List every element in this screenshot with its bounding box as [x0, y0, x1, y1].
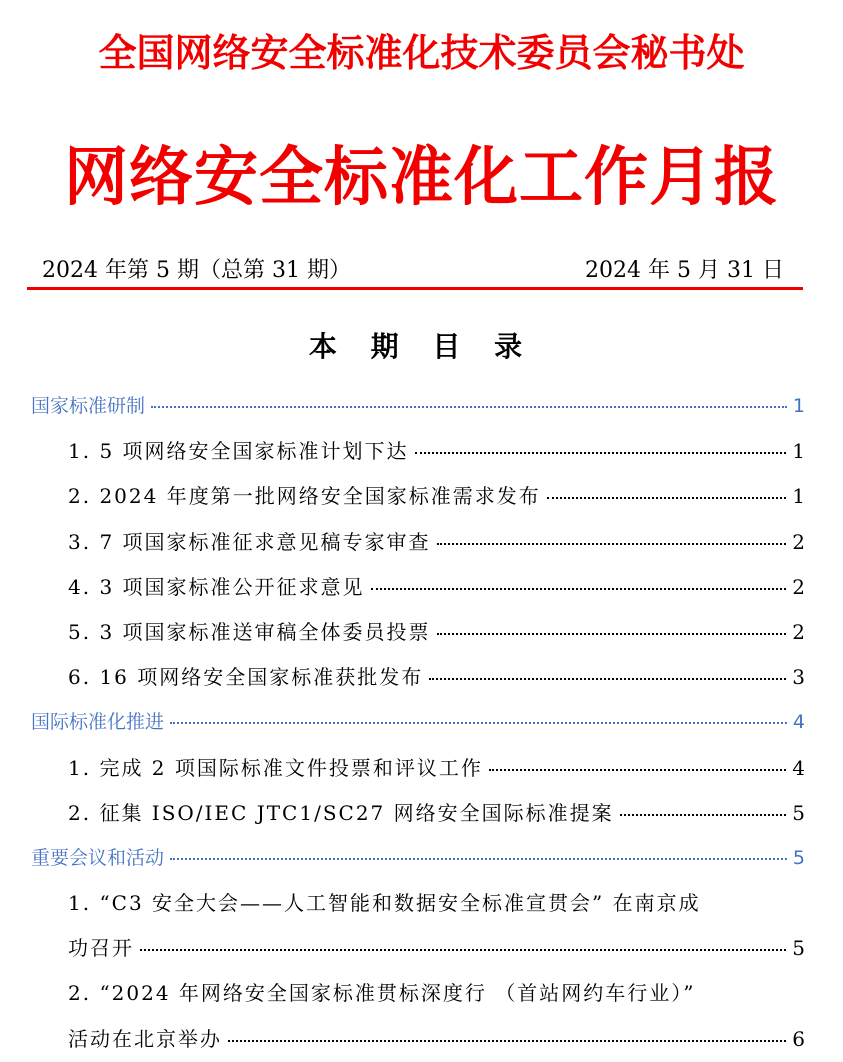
toc-item-label: 2. “2024 年网络安全国家标准贯标深度行 （首站网约车行业）” — [68, 981, 696, 1006]
toc-item-label-continued: 功召开 — [68, 936, 134, 961]
toc-section-national-standards[interactable] — [0, 384, 843, 429]
toc-item-label: 1. 5 项网络安全国家标准计划下达 — [68, 439, 409, 464]
toc-section-title: 国家标准研制 — [31, 395, 146, 417]
toc-item-label: 2. 征集 ISO/IEC JTC1/SC27 网络安全国际标准提案 — [68, 800, 614, 825]
toc-section-title: 重要会议和活动 — [31, 846, 165, 869]
toc-section-international-standards[interactable] — [0, 700, 843, 745]
dot-leader — [547, 497, 787, 499]
toc-item[interactable] — [0, 565, 843, 610]
toc-item-label: 1. “C3 安全大会——人工智能和数据安全标准宣贯会” 在南京成 — [68, 891, 701, 916]
toc-item-label: 6. 16 项网络安全国家标准获批发布 — [68, 665, 424, 690]
toc-item-label: 4. 3 项国家标准公开征求意见 — [68, 574, 365, 599]
toc-section-meetings-events[interactable] — [0, 836, 843, 881]
toc-item[interactable] — [0, 610, 843, 655]
dot-leader — [620, 814, 787, 816]
dot-leader — [429, 678, 786, 680]
toc-page-number: 4 — [792, 755, 805, 780]
toc-item-label-continued: 活动在北京举办 — [68, 1026, 222, 1051]
toc-item-line2[interactable] — [0, 926, 843, 971]
toc-page-number: 1 — [792, 395, 805, 417]
toc-page-number: 2 — [792, 529, 805, 554]
toc-item[interactable] — [0, 655, 843, 700]
toc-item[interactable] — [0, 474, 843, 519]
toc-page-number: 6 — [792, 1026, 805, 1051]
toc-item[interactable] — [0, 520, 843, 565]
toc-item-line2[interactable] — [0, 1017, 843, 1062]
organization-title: 全国网络安全标准化技术委员会秘书处 — [98, 31, 745, 75]
toc-section-title: 国际标准化推进 — [31, 711, 165, 734]
dot-leader — [170, 722, 787, 724]
toc-page-number: 5 — [792, 800, 805, 825]
issue-line — [42, 248, 784, 288]
red-divider — [27, 287, 803, 290]
toc-heading: 本 期 目 录 — [308, 330, 535, 363]
toc-page-number: 2 — [792, 574, 805, 599]
toc-page-number: 2 — [792, 619, 805, 644]
table-of-contents — [0, 384, 843, 1062]
issue-number: 2024 年第 5 期（总第 31 期） — [42, 257, 351, 283]
toc-item-line1[interactable] — [0, 971, 843, 1016]
toc-item[interactable] — [0, 791, 843, 836]
dot-leader — [489, 769, 786, 771]
toc-item-label: 1. 完成 2 项国际标准文件投票和评议工作 — [68, 755, 483, 780]
toc-page-number: 5 — [792, 846, 805, 869]
toc-item-line1[interactable] — [0, 881, 843, 926]
dot-leader — [228, 1040, 786, 1042]
dot-leader — [170, 858, 787, 860]
toc-item[interactable] — [0, 429, 843, 474]
dot-leader — [437, 633, 787, 635]
toc-page-number: 1 — [792, 484, 805, 509]
toc-page-number: 1 — [792, 439, 805, 464]
toc-page-number: 4 — [792, 711, 805, 734]
toc-item[interactable] — [0, 746, 843, 791]
dot-leader — [415, 452, 787, 454]
dot-leader — [140, 949, 786, 951]
toc-page-number: 3 — [792, 665, 805, 690]
toc-page-number: 5 — [792, 936, 805, 961]
toc-item-label: 3. 7 项国家标准征求意见稿专家审查 — [68, 529, 431, 554]
dot-leader — [151, 406, 787, 408]
report-title: 网络安全标准化工作月报 — [64, 141, 779, 215]
issue-date: 2024 年 5 月 31 日 — [585, 257, 784, 283]
dot-leader — [371, 588, 787, 590]
toc-item-label: 2. 2024 年度第一批网络安全国家标准需求发布 — [68, 484, 541, 509]
toc-item-label: 5. 3 项国家标准送审稿全体委员投票 — [68, 619, 431, 644]
dot-leader — [437, 543, 787, 545]
